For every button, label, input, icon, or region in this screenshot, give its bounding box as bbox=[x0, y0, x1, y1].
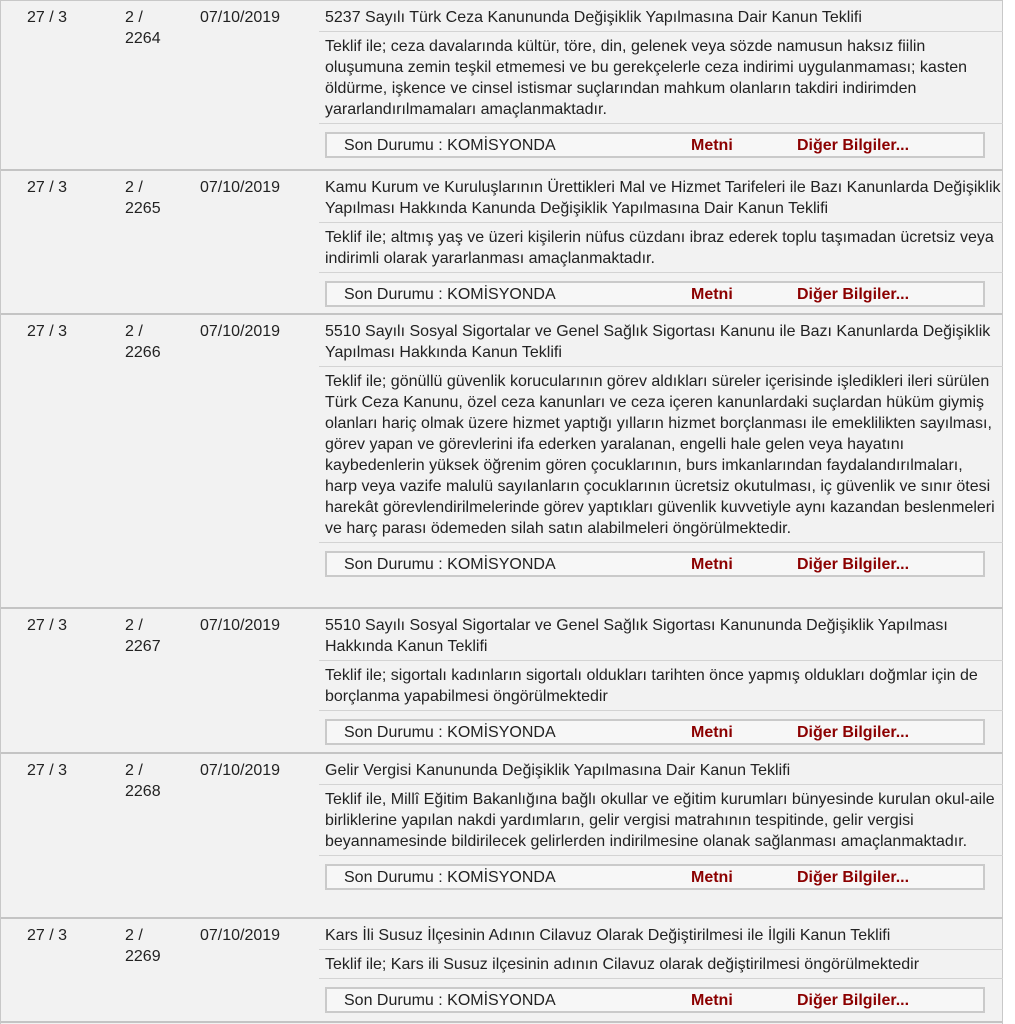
text-link[interactable]: Metni bbox=[691, 992, 733, 1009]
basis-number-prefix: 2 / bbox=[125, 762, 143, 779]
bill-description: Teklif ile; gönüllü güvenlik korucularının görev aldıkları süreler içerisinde işledikleri ileri sürülen Türk Ceza Kanunu, özel ceza kanunları ve ceza içeren kanunlardaki suçlardan hüküm giymiş olanları hariç olmak üzere hizmet yaptığı yılların hizmet borçlanması ile emeklilikten sayılması, görev yapan ve görevlerini ifa ederken yaralanan, engelli hale gelen veya hayatını kaybedenlerin yüksek öğrenim gören çocuklarının, burs imkanlarından faydalandırılmaları, harp veya vazife malulü sayılanların çocuklarının ücretsiz okutulması, iç güvenlik ve sınır ötesi harekât görevlendirilmelerinde görev yaptıkları güvenlik kuvvetiyle aynı kazandan beslenmeleri ve harç parası ödemeden silah satın alabilmeleri öngörülmektedir. bbox=[319, 367, 1003, 543]
bill-record bbox=[1, 171, 1002, 315]
status-box bbox=[325, 132, 985, 158]
other-info-link[interactable]: Diğer Bilgiler... bbox=[797, 724, 910, 741]
basis-number bbox=[125, 760, 175, 802]
bill-description: Teklif ile; sigortalı kadınların sigortalı oldukları tarihten önce yapmış oldukları doğmlar için de borçlanma yapabilmesi öngörülmektedir bbox=[319, 661, 1003, 711]
submission-date: 07/10/2019 bbox=[200, 617, 281, 634]
status-row bbox=[319, 979, 1003, 1024]
basis-number bbox=[125, 615, 175, 657]
submission-date: 07/10/2019 bbox=[200, 323, 281, 340]
status-value: KOMİSYONDA bbox=[447, 286, 556, 303]
bill-title: 5510 Sayılı Sosyal Sigortalar ve Genel Sağlık Sigortası Kanunu ile Bazı Kanunlarda Değişiklik Yapılması Hakkında Kanun Teklifi bbox=[319, 315, 1003, 367]
other-info-link[interactable]: Diğer Bilgiler... bbox=[797, 286, 910, 303]
other-info-link[interactable]: Diğer Bilgiler... bbox=[797, 992, 910, 1009]
status-text bbox=[344, 723, 556, 743]
bill-title: 5237 Sayılı Türk Ceza Kanununda Değişiklik Yapılmasına Dair Kanun Teklifi bbox=[319, 1, 1003, 32]
status-value: KOMİSYONDA bbox=[447, 992, 556, 1009]
status-text bbox=[344, 991, 556, 1011]
bill-content bbox=[319, 919, 1003, 1024]
status-text bbox=[344, 555, 556, 575]
bill-description: Teklif ile, Millî Eğitim Bakanlığına bağlı okullar ve eğitim kurumları bünyesinde kurulan okul-aile birliklerine yapılan nakdi yardımların, gelir vergisi matrahının tespitinde, gelir vergisi beyannamesinde bildirilecek gelirlerden indirilmesine olanak sağlanması amaçlanmaktadır. bbox=[319, 785, 1003, 856]
bill-record bbox=[1, 315, 1002, 609]
submission-date: 07/10/2019 bbox=[200, 179, 281, 196]
submission-date: 07/10/2019 bbox=[200, 9, 281, 26]
text-link[interactable]: Metni bbox=[691, 137, 733, 154]
status-text bbox=[344, 136, 556, 156]
text-link[interactable]: Metni bbox=[691, 556, 733, 573]
bill-title: Gelir Vergisi Kanununda Değişiklik Yapılmasına Dair Kanun Teklifi bbox=[319, 754, 1003, 785]
term-session: 27 / 3 bbox=[27, 927, 68, 944]
term-session: 27 / 3 bbox=[27, 9, 68, 26]
other-info-link[interactable]: Diğer Bilgiler... bbox=[797, 869, 910, 886]
bill-content bbox=[319, 1, 1003, 170]
bill-description: Teklif ile; ceza davalarında kültür, töre, din, gelenek veya sözde namusun haksız fiilin oluşumuna zemin teşkil etmemesi ve bu gerekçelerle ceza indirimi uygulanmaması; kasten öldürme, işkence ve cinsel istismar suçlarından mahkum olanların takdiri indirimden yararlandırılmamaları amaçlanmaktadır. bbox=[319, 32, 1003, 124]
basis-number-prefix: 2 / bbox=[125, 179, 143, 196]
basis-number-value: 2268 bbox=[125, 783, 161, 800]
basis-number-prefix: 2 / bbox=[125, 617, 143, 634]
bill-record bbox=[1, 609, 1002, 754]
bill-content bbox=[319, 754, 1003, 902]
status-text bbox=[344, 285, 556, 305]
status-row bbox=[319, 711, 1003, 757]
text-link[interactable]: Metni bbox=[691, 286, 733, 303]
basis-number-value: 2266 bbox=[125, 344, 161, 361]
status-box bbox=[325, 987, 985, 1013]
bill-record bbox=[1, 0, 1002, 171]
status-prefix: Son Durumu : bbox=[344, 992, 448, 1009]
bill-content bbox=[319, 609, 1003, 757]
bill-record bbox=[1, 754, 1002, 919]
bill-description: Teklif ile; altmış yaş ve üzeri kişilerin nüfus cüzdanı ibraz ederek toplu taşımadan ücretsiz veya indirimli olarak yararlanması amaçlanmaktadır. bbox=[319, 223, 1003, 273]
status-prefix: Son Durumu : bbox=[344, 556, 448, 573]
status-box bbox=[325, 281, 985, 307]
bill-content bbox=[319, 171, 1003, 319]
status-prefix: Son Durumu : bbox=[344, 724, 448, 741]
submission-date: 07/10/2019 bbox=[200, 762, 281, 779]
basis-number-value: 2265 bbox=[125, 200, 161, 217]
term-session: 27 / 3 bbox=[27, 617, 68, 634]
status-value: KOMİSYONDA bbox=[447, 869, 556, 886]
basis-number-prefix: 2 / bbox=[125, 323, 143, 340]
basis-number bbox=[125, 7, 175, 49]
status-row bbox=[319, 124, 1003, 170]
text-link[interactable]: Metni bbox=[691, 724, 733, 741]
basis-number-value: 2269 bbox=[125, 948, 161, 965]
basis-number-prefix: 2 / bbox=[125, 9, 143, 26]
term-session: 27 / 3 bbox=[27, 762, 68, 779]
status-value: KOMİSYONDA bbox=[447, 556, 556, 573]
status-box bbox=[325, 719, 985, 745]
bill-title: Kars İli Susuz İlçesinin Adının Cilavuz Olarak Değiştirilmesi ile İlgili Kanun Teklifi bbox=[319, 919, 1003, 950]
status-row bbox=[319, 273, 1003, 319]
other-info-link[interactable]: Diğer Bilgiler... bbox=[797, 556, 910, 573]
status-box bbox=[325, 551, 985, 577]
basis-number bbox=[125, 177, 175, 219]
term-session: 27 / 3 bbox=[27, 179, 68, 196]
text-link[interactable]: Metni bbox=[691, 869, 733, 886]
submission-date: 07/10/2019 bbox=[200, 927, 281, 944]
bill-title: Kamu Kurum ve Kuruluşlarının Ürettikleri Mal ve Hizmet Tarifeleri ile Bazı Kanunlarda Değişiklik Yapılması Hakkında Kanunda Değişiklik Yapılmasına Dair Kanun Teklifi bbox=[319, 171, 1003, 223]
bill-record bbox=[1, 919, 1002, 1023]
status-box bbox=[325, 864, 985, 890]
status-prefix: Son Durumu : bbox=[344, 286, 448, 303]
basis-number-value: 2267 bbox=[125, 638, 161, 655]
bill-title: 5510 Sayılı Sosyal Sigortalar ve Genel Sağlık Sigortası Kanununda Değişiklik Yapılması Hakkında Kanun Teklifi bbox=[319, 609, 1003, 661]
status-row bbox=[319, 543, 1003, 589]
status-prefix: Son Durumu : bbox=[344, 137, 448, 154]
bill-content bbox=[319, 315, 1003, 589]
basis-number bbox=[125, 321, 175, 363]
status-value: KOMİSYONDA bbox=[447, 724, 556, 741]
basis-number-prefix: 2 / bbox=[125, 927, 143, 944]
bill-description: Teklif ile; Kars ili Susuz ilçesinin adının Cilavuz olarak değiştirilmesi öngörülmektedir bbox=[319, 950, 1003, 979]
basis-number-value: 2264 bbox=[125, 30, 161, 47]
status-prefix: Son Durumu : bbox=[344, 869, 448, 886]
other-info-link[interactable]: Diğer Bilgiler... bbox=[797, 137, 910, 154]
status-value: KOMİSYONDA bbox=[447, 137, 556, 154]
basis-number bbox=[125, 925, 175, 967]
term-session: 27 / 3 bbox=[27, 323, 68, 340]
status-row bbox=[319, 856, 1003, 902]
status-text bbox=[344, 868, 556, 888]
